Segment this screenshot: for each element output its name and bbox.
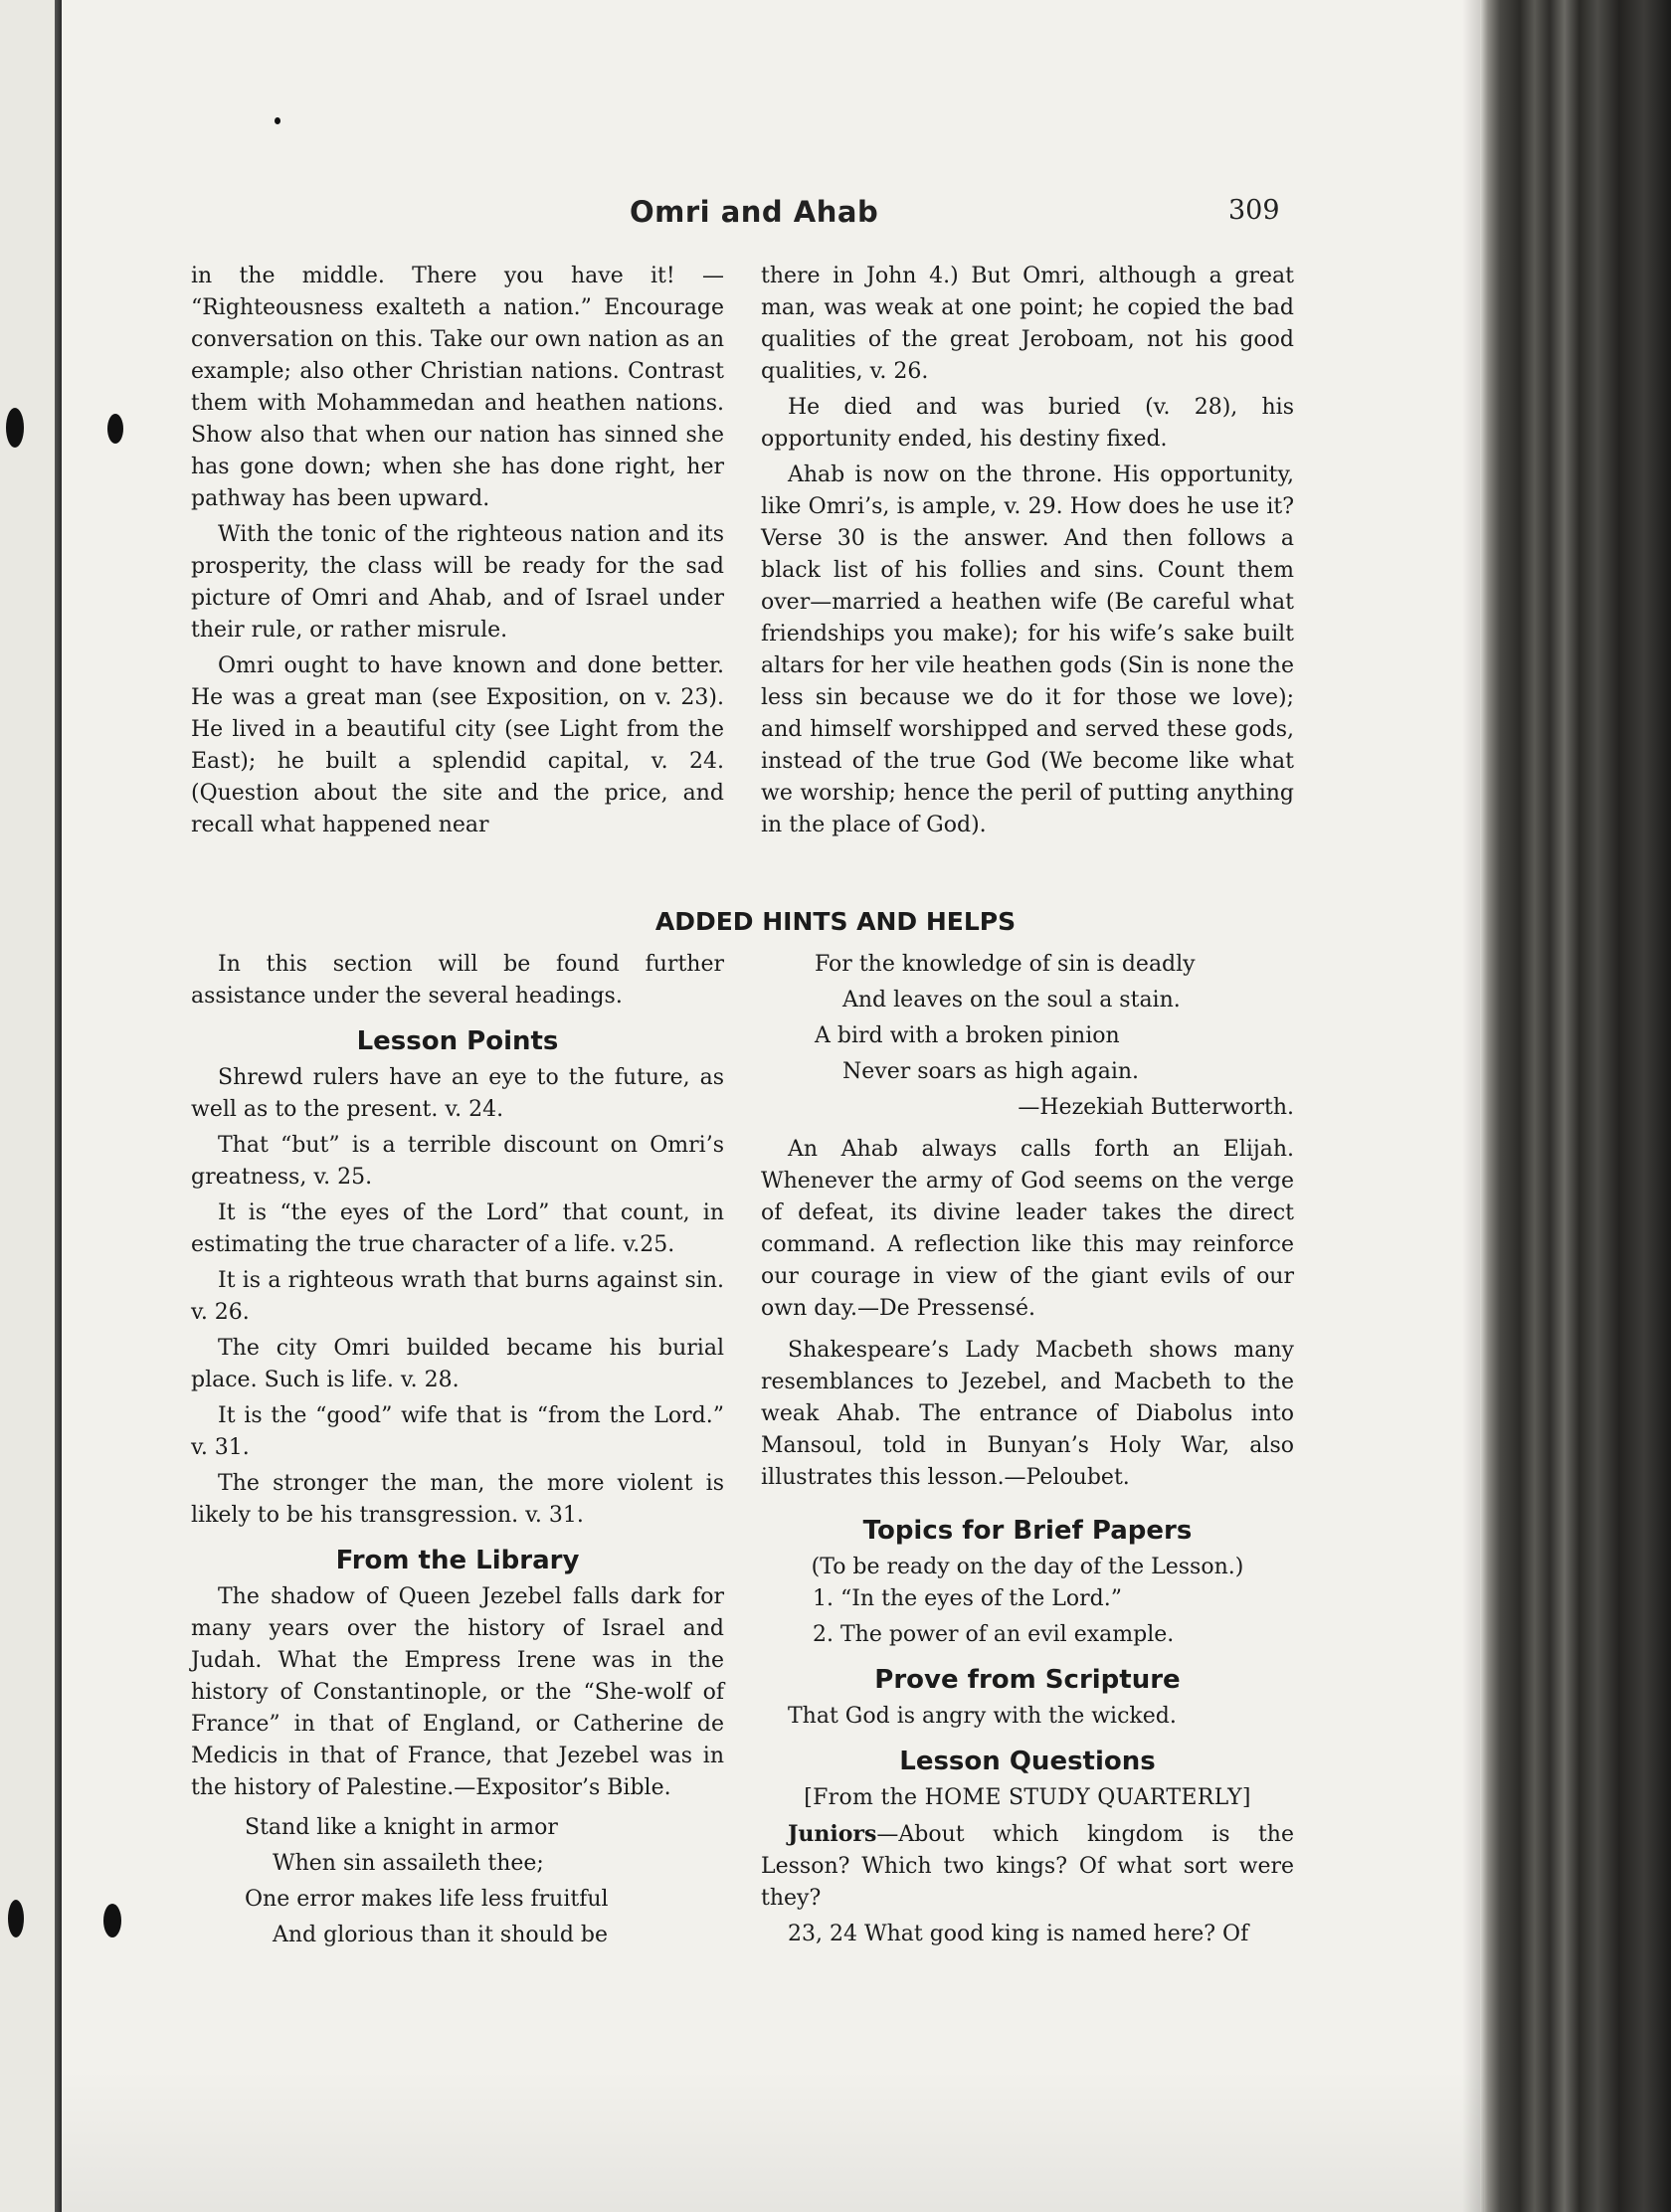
juniors-text: —About which kingdom is the Lesson? Which two kings? Of what sort were they? bbox=[761, 1822, 1294, 1911]
binding-hole-icon bbox=[6, 408, 24, 448]
paragraph: there in John 4.) But Omri, although a great man, was weak at one point; he copied the bad qualities of the great Jeroboam, not his good qualities, v. 26. bbox=[761, 264, 1294, 384]
quote-paragraph: Shakespeare’s Lady Macbeth shows many resemblances to Jezebel, and Macbeth to the weak Ahab. The entrance of Diabolus into Mansoul, told in Bunyan’s Holy War, also illustrates this lesson.—Peloubet. bbox=[761, 1338, 1294, 1490]
page-number: 309 bbox=[1228, 195, 1280, 226]
paragraph: He died and was buried (v. 28), his opportunity ended, his destiny fixed. bbox=[761, 395, 1294, 452]
upper-right-column bbox=[761, 261, 1294, 841]
poem-line: And leaves on the soul a stain. bbox=[842, 988, 1181, 1013]
binding-hole-icon bbox=[8, 1900, 24, 1937]
topics-note: (To be ready on the day of the Lesson.) bbox=[811, 1555, 1244, 1579]
lesson-point: The stronger the man, the more violent is likely to be his transgression. v. 31. bbox=[191, 1471, 724, 1528]
library-paragraph: The shadow of Queen Jezebel falls dark for many years over the history of Israel and Judah. What the Empress Irene was in the history of Constantinople, or the “She-wolf of France” in that of England, or Catherine de Medicis in that of France, that Jezebel was in the history of Palestine.—Expositor’s Bible. bbox=[191, 1584, 724, 1800]
binding-hole-icon bbox=[107, 414, 123, 444]
paragraph: With the tonic of the righteous nation and its prosperity, the class will be ready for the sad picture of Omri and Ahab, and of Israel under their rule, or rather misrule. bbox=[191, 522, 724, 643]
poem-stanza bbox=[761, 949, 1294, 1124]
section-heading: ADDED HINTS AND HELPS bbox=[654, 907, 1017, 936]
poem-stanza bbox=[191, 1812, 724, 1951]
poem-line: Stand like a knight in armor bbox=[245, 1815, 558, 1840]
questions-heading: Lesson Questions bbox=[899, 1747, 1156, 1776]
juniors-label: Juniors bbox=[788, 1821, 877, 1847]
prove-text: That God is angry with the wicked. bbox=[788, 1704, 1177, 1729]
book-page-edges bbox=[1480, 0, 1671, 2212]
poem-line: Never soars as high again. bbox=[842, 1059, 1140, 1084]
lesson-point: It is a righteous wrath that burns against sin. v. 26. bbox=[191, 1268, 724, 1325]
poem-line: And glorious than it should be bbox=[273, 1923, 608, 1947]
hints-left-column bbox=[191, 949, 724, 1951]
paragraph: in the middle. There you have it! — “Righteousness exalteth a nation.” Encourage conversation on this. Take our own nation as an example; also other Christian nations. Contrast them with Mohammedan and heathen nations. Show also that when our nation has sinned she has gone down; when she has done right, her pathway has been upward. bbox=[191, 264, 724, 511]
prove-heading: Prove from Scripture bbox=[874, 1665, 1181, 1695]
quote-paragraph: An Ahab always calls forth an Elijah. Whenever the army of God seems on the verge of defeat, its divine leader takes the direct command. A reflection like this may reinforce our courage in view of the giant evils of our own day.—De Pressensé. bbox=[761, 1137, 1294, 1321]
lesson-point: Shrewd rulers have an eye to the future, as well as to the present. v. 24. bbox=[191, 1065, 724, 1122]
lesson-point: That “but” is a terrible discount on Omri’s greatness, v. 25. bbox=[191, 1133, 724, 1190]
page-title: Omri and Ahab bbox=[630, 195, 879, 229]
hints-right-column bbox=[761, 949, 1294, 1950]
juniors-question bbox=[761, 1818, 1294, 1915]
intro-paragraph: In this section will be found further assistance under the several headings. bbox=[191, 952, 724, 1009]
poem-line: When sin assaileth thee; bbox=[273, 1851, 544, 1876]
paragraph: Omri ought to have known and done better. He was a great man (see Exposition, on v. 23). He lived in a beautiful city (see Light from the East); he built a splendid capital, v. 24. (Question about the site and the price, and recall what happened near bbox=[191, 653, 724, 837]
paragraph: Ahab is now on the throne. His opportunity, like Omri’s, is ample, v. 29. How does he use it? Verse 30 is the answer. And then follows a black list of his follies and sins. Count them over—married a heathen wife (Be careful what friendships you make); for his wife’s sake built altars for her vile heathen gods (Sin is none the less sin because we do it for those we love); and himself worshipped and served these gods, instead of the true God (We become like what we worship; hence the peril of putting anything in the place of God). bbox=[761, 462, 1294, 837]
page-bottom-shade bbox=[62, 2069, 1484, 2212]
question-line: 23, 24 What good king is named here? Of bbox=[788, 1922, 1249, 1946]
topic-item: 1. “In the eyes of the Lord.” bbox=[813, 1586, 1122, 1611]
lesson-point: The city Omri builded became his burial place. Such is life. v. 28. bbox=[191, 1336, 724, 1392]
poem-attribution: —Hezekiah Butterworth. bbox=[1018, 1095, 1294, 1120]
lesson-point: It is the “good” wife that is “from the Lord.” v. 31. bbox=[191, 1403, 724, 1460]
binding-hole-icon bbox=[103, 1904, 121, 1937]
topic-item: 2. The power of an evil example. bbox=[813, 1622, 1175, 1647]
scan-left-edge bbox=[0, 0, 62, 2212]
library-heading: From the Library bbox=[335, 1546, 580, 1575]
upper-left-column bbox=[191, 261, 724, 841]
lesson-points-heading: Lesson Points bbox=[356, 1026, 559, 1056]
poem-line: One error makes life less fruitful bbox=[245, 1887, 609, 1912]
questions-source: [From the HOME STUDY QUARTERLY] bbox=[804, 1785, 1251, 1810]
lesson-point: It is “the eyes of the Lord” that count, in estimating the true character of a life. v.25. bbox=[191, 1200, 724, 1257]
poem-line: For the knowledge of sin is deadly bbox=[815, 952, 1196, 977]
running-header bbox=[0, 195, 1671, 239]
ink-speck-icon bbox=[275, 117, 280, 124]
topics-list bbox=[761, 1583, 1294, 1651]
poem-line: A bird with a broken pinion bbox=[815, 1023, 1120, 1048]
topics-heading: Topics for Brief Papers bbox=[862, 1516, 1193, 1546]
